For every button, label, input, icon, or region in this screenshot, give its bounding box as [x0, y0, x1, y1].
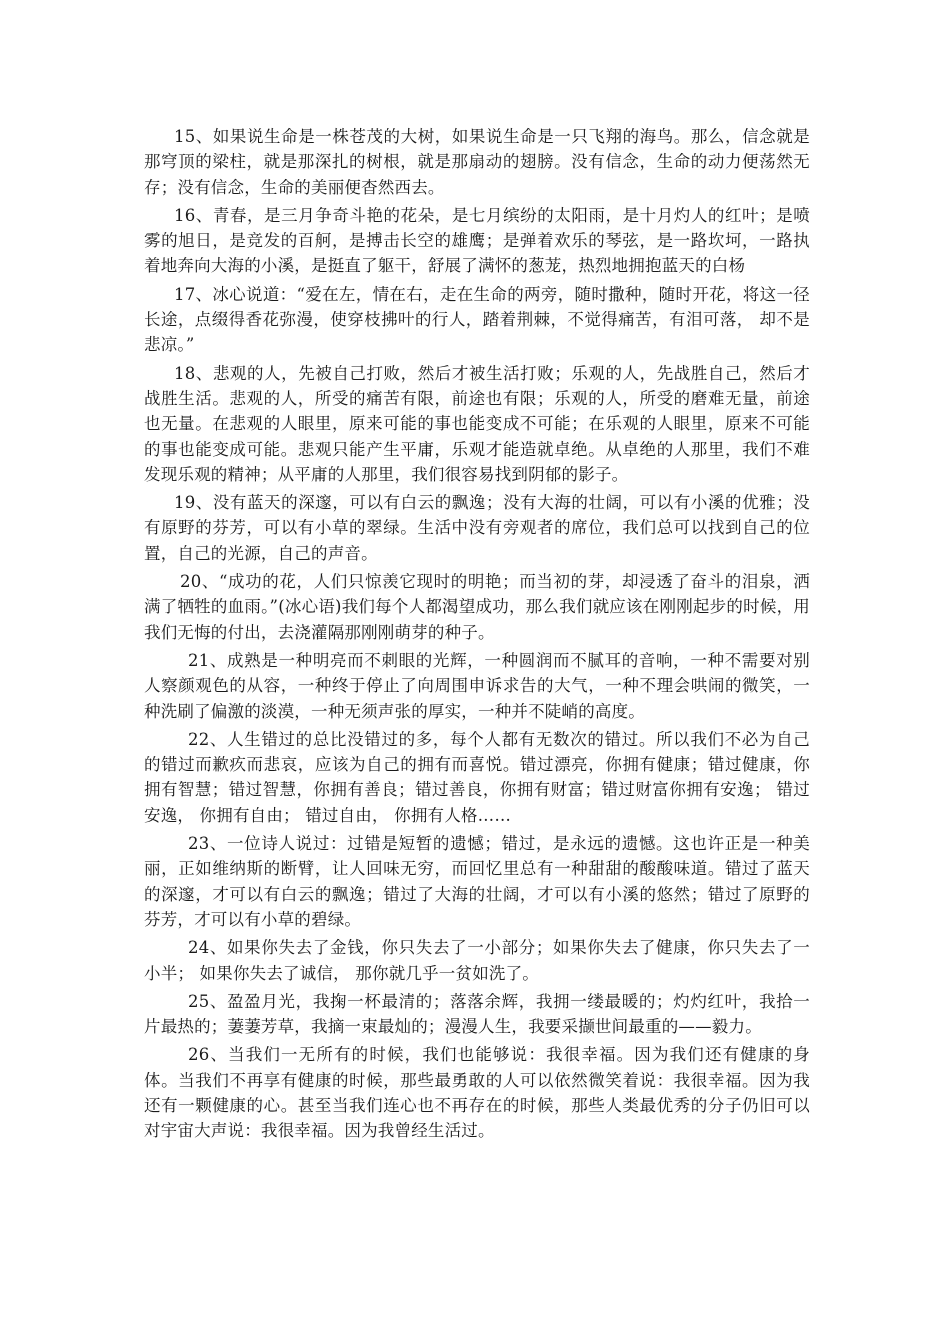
paragraph-24: 24、如果你失去了金钱，你只失去了一小部分；如果你失去了健康，你只失去了一小半； 如果你失去了诚信， 那你就几乎一贫如洗了。: [144, 938, 810, 983]
paragraph-18: 18、悲观的人，先被自己打败，然后才被生活打败；乐观的人，先战胜自己，然后才战胜生活。悲观的人，所受的痛苦有限，前途也有限；乐观的人，所受的磨难无量，前途也无量。在悲观的人眼里，原来可能的事也能变成不可能；在乐观的人眼里，原来不可能的事也能变成可能。悲观只能产生平庸，乐观才能造就卓绝。从卓绝的人那里，我们不难发现乐观的精神；从平庸的人那里，我们很容易找到阴郁的影子。: [144, 363, 810, 484]
paragraph-19: 19、没有蓝天的深邃，可以有白云的飘逸；没有大海的壮阔，可以有小溪的优雅；没有原野的芬芳，可以有小草的翠绿。生活中没有旁观者的席位，我们总可以找到自己的位置，自己的光源，自己的声音。: [144, 493, 810, 563]
paragraph-17: 17、冰心说道：“爱在左，情在右，走在生命的两旁，随时撒种，随时开花，将这一径长途，点缀得香花弥漫，使穿枝拂叶的行人，踏着荆棘，不觉得痛苦，有泪可落， 却不是悲凉。”: [144, 284, 810, 355]
paragraph-15: 15、如果说生命是一株苍茂的大树，如果说生命是一只飞翔的海鸟。那么，信念就是那穹顶的梁柱，就是那深扎的树根，就是那扇动的翅膀。没有信念，生命的动力便荡然无存；没有信念，生命的美丽便杳然西去。: [144, 127, 810, 197]
paragraph-16: 16、青春，是三月争奇斗艳的花朵，是七月缤纷的太阳雨，是十月灼人的红叶；是喷雾的旭日，是竞发的百舸，是搏击长空的雄鹰；是弹着欢乐的琴弦，是一路坎坷，一路执着地奔向大海的小溪，是挺直了躯干，舒展了满怀的葱茏，热烈地拥抱蓝天的白杨: [144, 205, 810, 276]
paragraph-21: 21、成熟是一种明亮而不刺眼的光辉，一种圆润而不腻耳的音响，一种不需要对别人察颜观色的从容，一种终于停止了向周围申诉求告的大气，一种不理会哄闹的微笑，一种洗刷了偏激的淡漠，一种无须声张的厚实，一种并不陡峭的高度。: [144, 650, 810, 721]
paragraph-25: 25、盈盈月光，我掬一杯最清的；落落余辉，我拥一缕最暖的；灼灼红叶，我拾一片最热的；萋萋芳草，我摘一束最灿的；漫漫人生，我要采撷世间最重的——毅力。: [144, 991, 810, 1037]
paragraph-20: 20、“成功的花，人们只惊羡它现时的明艳；而当初的芽，却浸透了奋斗的泪泉，洒满了牺牲的血雨。”(冰心语)我们每个人都渴望成功，那么我们就应该在刚刚起步的时候，用我们无悔的付出，去浇灌隔那刚刚萌芽的种子。: [144, 572, 810, 642]
document-body: [144, 124, 810, 1147]
paragraph-22: 22、人生错过的总比没错过的多，每个人都有无数次的错过。所以我们不必为自己的错过而歉疚而悲哀，应该为自己的拥有而喜悦。错过漂亮，你拥有健康；错过健康，你拥有智慧；错过智慧，你拥有善良；错过善良，你拥有财富；错过财富你拥有安逸； 错过安逸， 你拥有自由； 错过自由， 你拥有人格……: [144, 729, 810, 825]
paragraph-26: 26、当我们一无所有的时候，我们也能够说：我很幸福。因为我们还有健康的身体。当我们不再享有健康的时候，那些最勇敢的人可以依然微笑着说：我很幸福。因为我还有一颗健康的心。甚至当我们连心也不再存在的时候，那些人类最优秀的分子仍旧可以对宇宙大声说：我很幸福。因为我曾经生活过。: [144, 1045, 810, 1141]
paragraph-23: 23、一位诗人说过：过错是短暂的遗憾；错过，是永远的遗憾。这也许正是一种美丽，正如维纳斯的断臂，让人回味无穷，而回忆里总有一种甜甜的酸酸味道。错过了蓝天的深邃，才可以有白云的飘逸；错过了大海的壮阔，才可以有小溪的悠然；错过了原野的芬芳，才可以有小草的碧绿。: [144, 834, 810, 929]
